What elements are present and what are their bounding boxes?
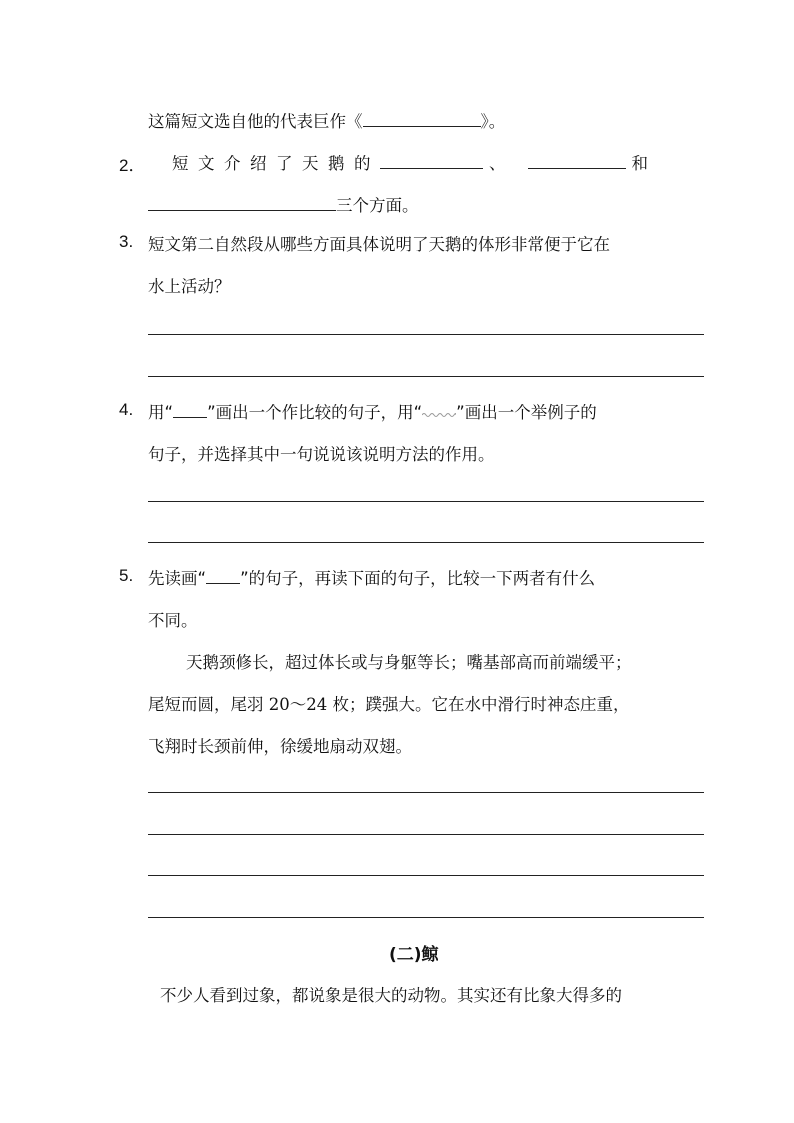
q1-text-before: 这篇短文选自他的代表巨作《 — [148, 112, 363, 131]
straight-underline-sample — [173, 399, 207, 418]
q2-answer-blank-2[interactable] — [528, 150, 626, 169]
q2-separator: 、 — [489, 154, 506, 173]
q3-line2: 水上活动？ — [148, 277, 231, 296]
q5-answer-line-3[interactable] — [148, 875, 704, 876]
section-title: (二)鲸 — [389, 945, 439, 965]
q4-line1 — [148, 399, 597, 423]
q5-answer-line-2[interactable] — [148, 834, 704, 835]
wavy-underline-sample — [422, 409, 456, 419]
q5-passage-line-3: 飞翔时长颈前伸，徐缓地扇动双翅。 — [148, 737, 412, 756]
q2-text-after: 三个方面。 — [336, 196, 419, 215]
q4-answer-line-1[interactable] — [148, 501, 704, 502]
q2-text-part2: 和 — [631, 154, 648, 173]
q1-answer-blank[interactable] — [363, 108, 481, 127]
q5-text-p2: ”的句子，再读下面的句子，比较一下两者有什么 — [240, 569, 596, 588]
straight-underline-sample — [206, 565, 240, 584]
q5-passage-line-2: 尾短而圆，尾羽 20～24 枚；蹼强大。它在水中滑行时神态庄重， — [148, 695, 630, 714]
q2-line2 — [148, 192, 419, 216]
q1-continuation — [148, 108, 505, 132]
q1-text-after: 》。 — [480, 112, 506, 131]
q5-answer-line-1[interactable] — [148, 792, 704, 793]
q4-answer-line-2[interactable] — [148, 542, 704, 543]
q3-line1: 短文第二自然段从哪些方面具体说明了天鹅的体形非常便于它在 — [148, 235, 610, 254]
q2-line1 — [172, 150, 648, 174]
q5-passage-line-1: 天鹅颈修长，超过体长或与身躯等长；嘴基部高而前端缓平； — [186, 653, 632, 672]
q5-line2: 不同。 — [148, 611, 198, 630]
q5-text-p1: 先读画“ — [148, 569, 207, 588]
q3-number: 3. — [119, 232, 134, 251]
section-passage-line-1: 不少人看到过象，都说象是很大的动物。其实还有比象大得多的 — [160, 986, 622, 1005]
q2-answer-blank-3[interactable] — [148, 192, 336, 211]
q2-number: 2． — [119, 156, 146, 175]
q3-answer-line-1[interactable] — [148, 334, 704, 335]
q5-number: 5. — [119, 566, 134, 585]
q4-number: 4. — [119, 400, 134, 419]
q4-text-p2: ”画出一个作比较的句子，用“ — [207, 403, 423, 422]
q5-answer-line-4[interactable] — [148, 917, 704, 918]
q2-answer-blank-1[interactable] — [380, 150, 483, 169]
q4-line2: 句子，并选择其中一句说说该说明方法的作用。 — [148, 445, 495, 464]
q3-answer-line-2[interactable] — [148, 376, 704, 377]
q2-text-part1: 短文介绍了天鹅的 — [172, 154, 380, 173]
q5-line1 — [148, 565, 595, 589]
q4-text-p3: ”画出一个举例子的 — [456, 403, 597, 422]
q4-text-p1: 用“ — [148, 403, 174, 422]
